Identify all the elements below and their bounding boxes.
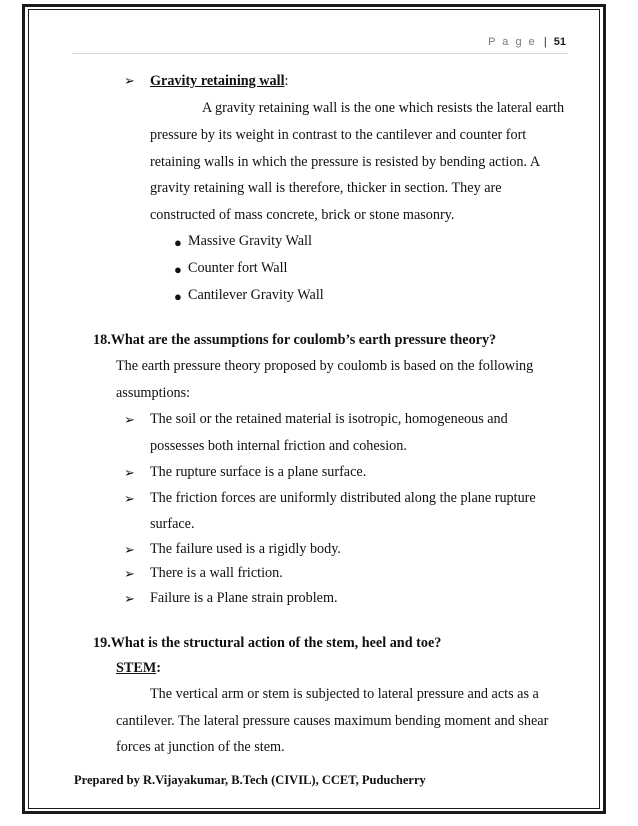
page-footer: Prepared by R.Vijayakumar, B.Tech (CIVIL), CCET, Puducherry: [74, 773, 426, 787]
assumption-line: The failure used is a rigidly body.: [150, 541, 341, 557]
wall-type-item: Massive Gravity Wall: [188, 233, 312, 249]
assumption-line: The friction forces are uniformly distributed along the plane rupture: [150, 490, 536, 506]
arrow-bullet-icon: ➢: [124, 74, 135, 89]
question-18-text: What are the assumptions for coulomb’s earth pressure theory?: [110, 332, 497, 348]
gravity-para-line: retaining walls in which the pressure is resisted by bending action. A: [150, 154, 541, 170]
arrow-bullet-icon: ➢: [124, 413, 135, 428]
assumption-line: The soil or the retained material is isotropic, homogeneous and: [150, 411, 508, 427]
arrow-bullet-icon: ➢: [124, 543, 135, 558]
gravity-para-line: gravity retaining wall is therefore, thicker in section. They are: [150, 180, 502, 196]
q18-intro-line: assumptions:: [116, 385, 191, 401]
stem-para-line: forces at junction of the stem.: [116, 739, 285, 755]
page-header: [488, 36, 566, 48]
bullet-dot-icon: ●: [174, 235, 182, 250]
question-18-number: 18.: [93, 332, 111, 348]
gravity-para-line: A gravity retaining wall is the one which resists the lateral earth: [202, 100, 565, 116]
assumption-line: There is a wall friction.: [150, 565, 283, 581]
page-label: P a g e: [488, 36, 537, 48]
header-rule: [72, 53, 568, 54]
gravity-wall-colon: :: [284, 73, 289, 89]
wall-type-item: Counter fort Wall: [188, 260, 288, 276]
arrow-bullet-icon: ➢: [124, 567, 135, 582]
arrow-bullet-icon: ➢: [124, 492, 135, 507]
assumption-line: possesses both internal friction and cohesion.: [150, 438, 407, 454]
stem-heading: [116, 660, 161, 677]
question-19-text: What is the structural action of the stem, heel and toe?: [110, 635, 442, 651]
question-19-number: 19.: [93, 635, 111, 651]
stem-heading-colon: :: [156, 660, 161, 676]
wall-type-item: Cantilever Gravity Wall: [188, 287, 324, 303]
gravity-wall-heading: [150, 73, 288, 90]
stem-heading-text: STEM: [116, 660, 157, 676]
arrow-bullet-icon: ➢: [124, 466, 135, 481]
gravity-wall-title: Gravity retaining wall: [150, 73, 285, 89]
stem-para-line: cantilever. The lateral pressure causes maximum bending moment and shear: [116, 713, 549, 729]
bullet-dot-icon: ●: [174, 262, 182, 277]
gravity-para-line: constructed of mass concrete, brick or stone masonry.: [150, 207, 455, 223]
arrow-bullet-icon: ➢: [124, 592, 135, 607]
question-18: [93, 332, 496, 349]
bullet-dot-icon: ●: [174, 289, 182, 304]
assumption-line: The rupture surface is a plane surface.: [150, 464, 367, 480]
question-19: [93, 635, 441, 652]
gravity-para-line: pressure by its weight in contrast to the cantilever and counter fort: [150, 127, 527, 143]
page-number: 51: [553, 36, 566, 48]
page-separator: |: [543, 36, 547, 48]
stem-para-line: The vertical arm or stem is subjected to lateral pressure and acts as a: [150, 686, 539, 702]
assumption-line: Failure is a Plane strain problem.: [150, 590, 338, 606]
assumption-line: surface.: [150, 516, 195, 532]
q18-intro-line: The earth pressure theory proposed by coulomb is based on the following: [116, 358, 534, 374]
